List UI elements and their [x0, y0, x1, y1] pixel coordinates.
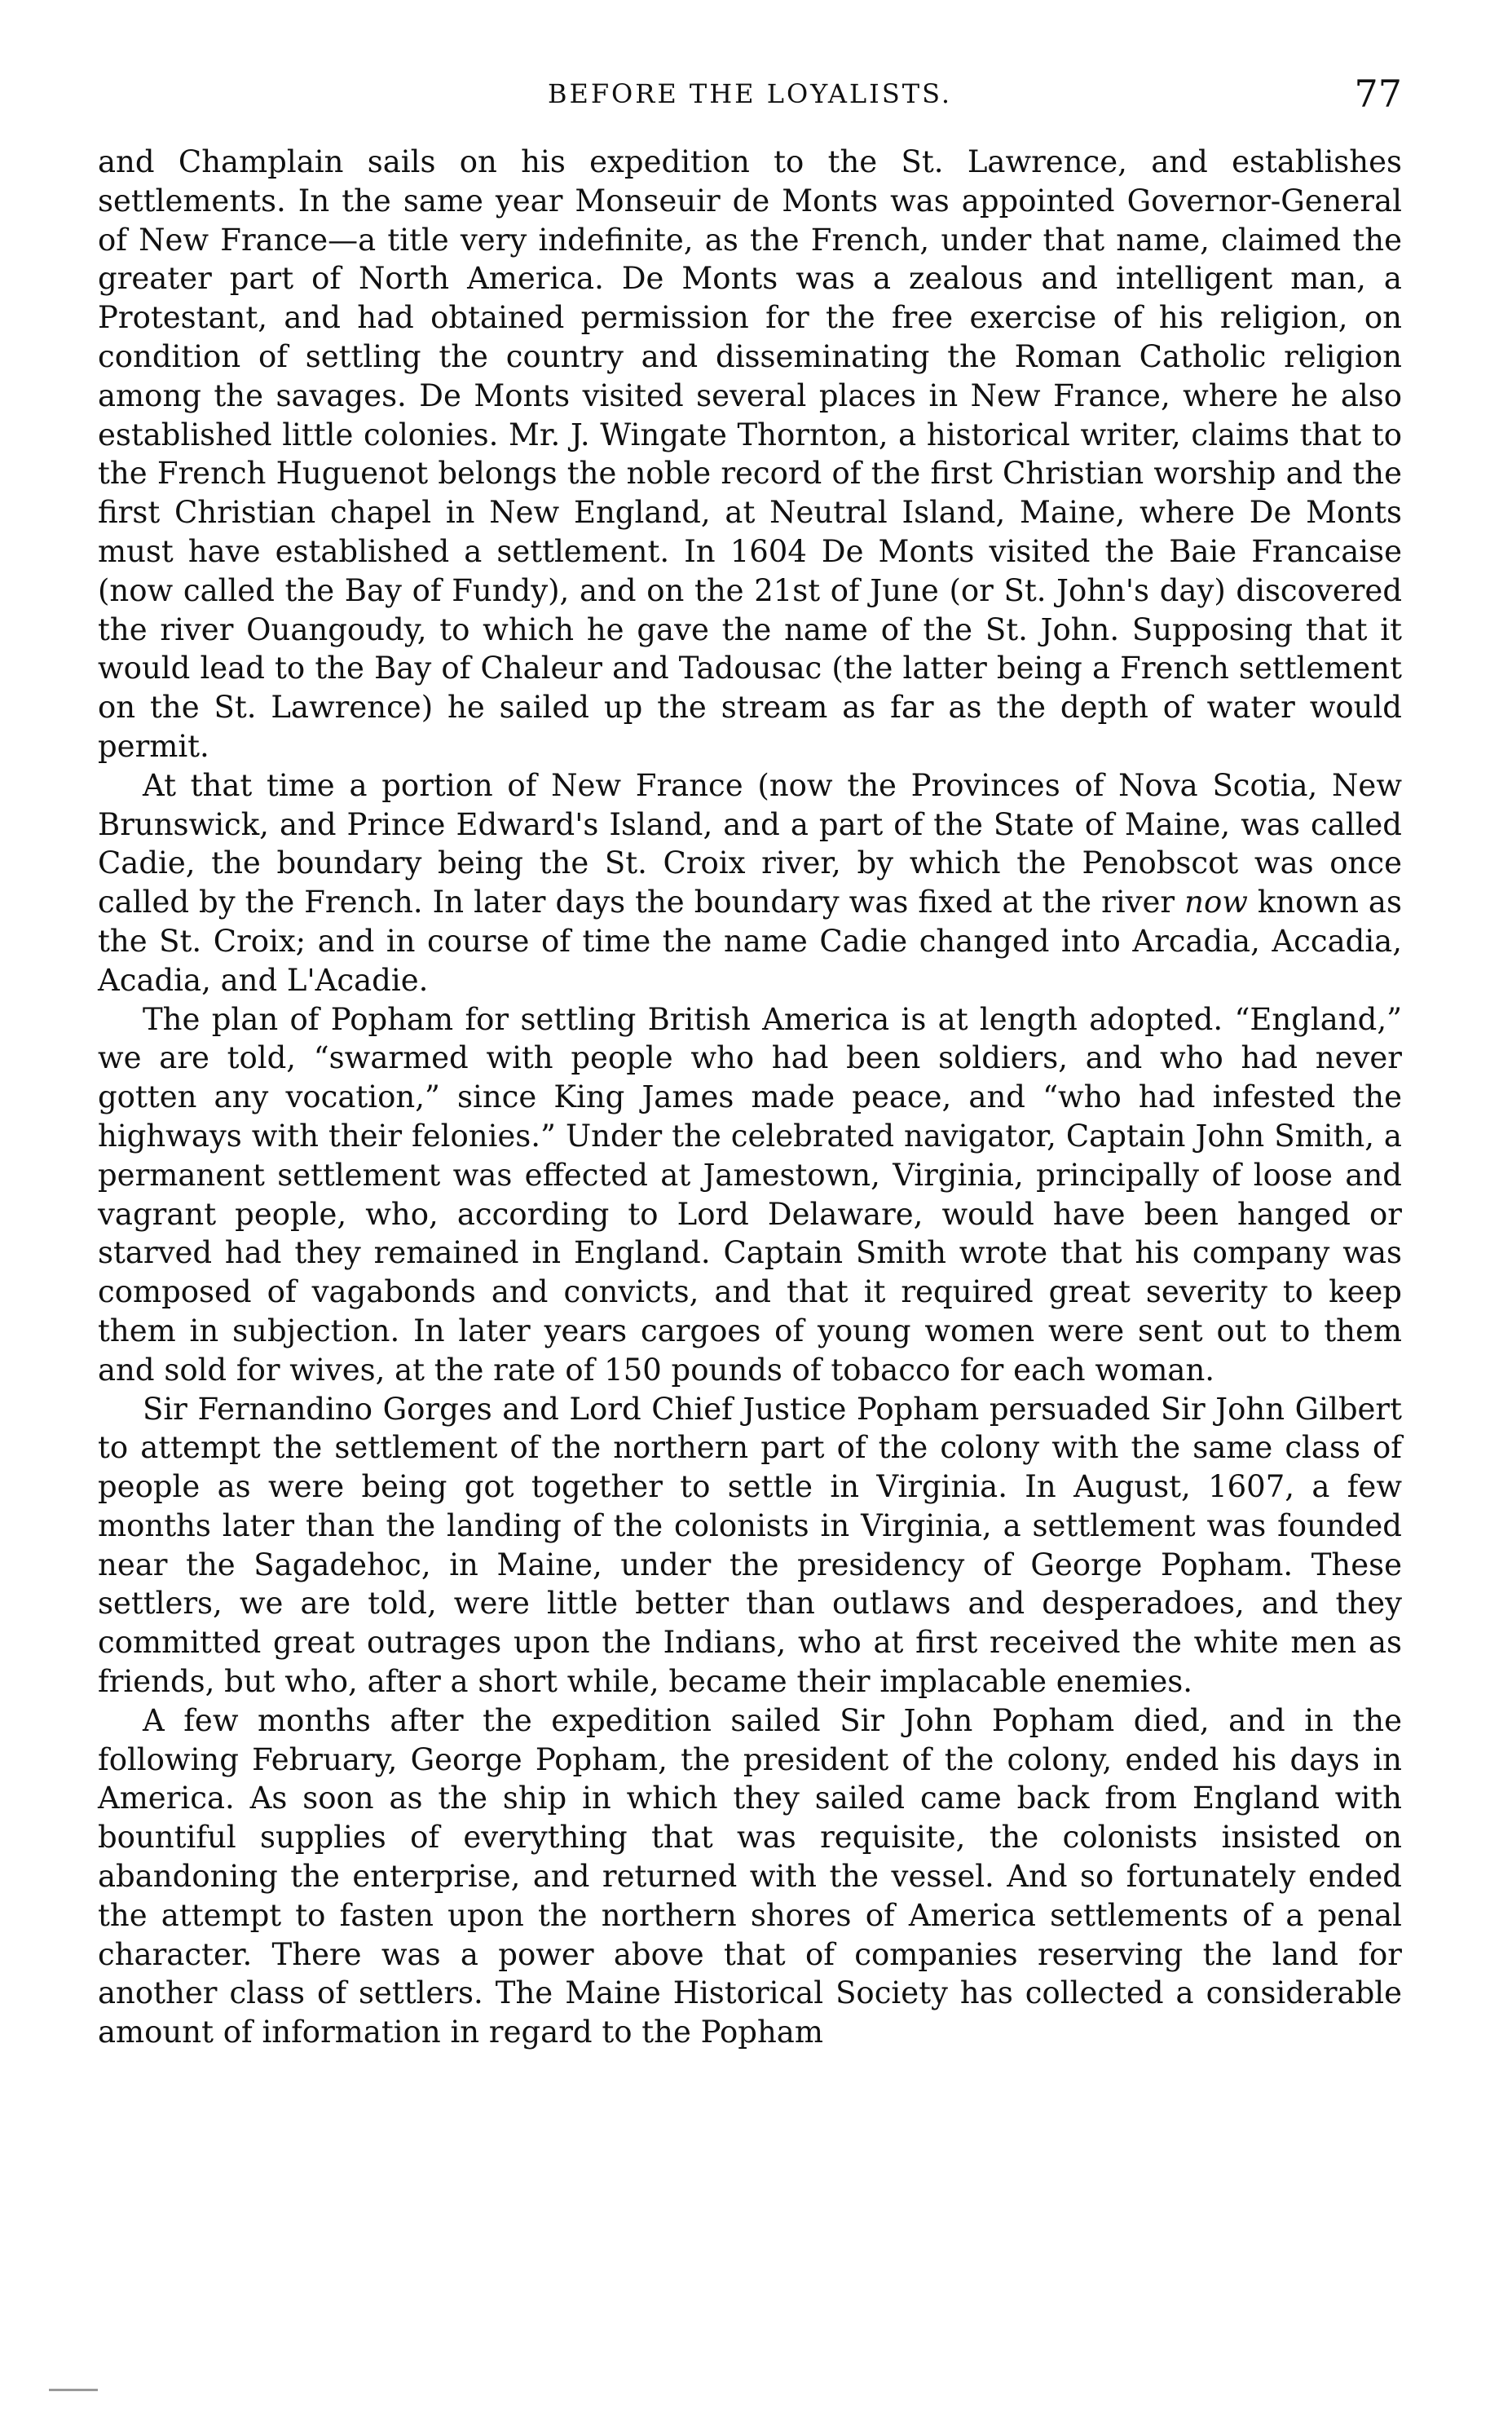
paragraph-text: The plan of Popham for settling British America is at length adopted. “England,” we are told, “swarmed with people who had been soldiers, and who had never gotten any vocation,” since King James made peace, and “who had infested the highways with their felonies.” Under the celebrated navigator, Captain John Smith, a permanent settlement was effected at Jamestown, Virginia, principally of loose and vagrant people, who, according to Lord Delaware, would have been hanged or starved had they remained in England. Captain Smith wrote that his company was composed of vagabonds and convicts, and that it required great severity to keep them in subjection. In later years cargoes of young women were sent out to them and sold for wives, at the rate of 150 pounds of tobacco for each woman.	[98, 1001, 1402, 1388]
running-head	[98, 72, 1402, 121]
paragraph	[98, 1390, 1402, 1701]
running-title: BEFORE THE LOYALISTS.	[547, 78, 953, 109]
paragraph	[98, 143, 1402, 766]
footer-rule	[49, 2389, 98, 2391]
paragraph-text: known as the St. Croix; and in course of time the name Cadie changed into Arcadia, Accadia, Acadia, and L'Acadie.	[98, 885, 1402, 998]
paragraph-text: At that time a portion of New France (now the Provinces of Nova Scotia, New Brunswick, and Prince Edward's Island, and a part of the State of Maine, was called Cadie, the boundary being the St. Croix river, by which the Penobscot was once called by the French. In later days the boundary was fixed at the river	[98, 767, 1402, 920]
paragraph-text: and Champlain sails on his expedition to the St. Lawrence, and establishes settlements. In the same year Monseuir de Monts was appointed Governor-General of New France—a title very indefinite, as the French, under that name, claimed the greater part of North America. De Monts was a zealous and intelligent man, a Protestant, and had obtained permission for the free exercise of his religion, on condition of settling the country and disseminating the Roman Catholic religion among the savages. De Monts visited several places in New France, where he also established little colonies. Mr. J. Wingate Thornton, a historical writer, claims that to the French Huguenot belongs the noble record of the first Christian worship and the first Christian chapel in New England, at Neutral Island, Maine, where De Monts must have established a settlement. In 1604 De Monts visited the Baie Francaise (now called the Bay of Fundy), and on the 21st of June (or St. John's day) discovered the river Ouangoudy, to which he gave the name of the St. John. Supposing that it would lead to the Bay of Chaleur and Tadousac (the latter being a French settlement on the St. Lawrence) he sailed up the stream as far as the depth of water would permit.	[98, 144, 1402, 764]
body-text	[98, 143, 1402, 2052]
paragraph-text: A few months after the expedition sailed Sir John Popham died, and in the following February, George Popham, the president of the colony, ended his days in America. As soon as the ship in which they sailed came back from England with bountiful supplies of everything that was requisite, the colonists insisted on abandoning the enterprise, and returned with the vessel. And so fortunately ended the attempt to fasten upon the northern shores of America settlements of a penal character. There was a power above that of companies reserving the land for another class of settlers. The Maine Historical Society has collected a considerable amount of information in regard to the Popham	[98, 1702, 1402, 2050]
paragraph	[98, 766, 1402, 1000]
italic-text: now	[1184, 885, 1248, 920]
paragraph	[98, 1000, 1402, 1390]
page-number: 77	[1354, 72, 1402, 116]
paragraph-text: Sir Fernandino Gorges and Lord Chief Justice Popham persuaded Sir John Gilbert to attempt the settlement of the northern part of the colony with the same class of people as were being got together to settle in Virginia. In August, 1607, a few months later than the landing of the colonists in Virginia, a settlement was founded near the Sagadehoc, in Maine, under the presidency of George Popham. These settlers, we are told, were little better than outlaws and desperadoes, and they committed great outrages upon the Indians, who at first received the white men as friends, but who, after a short while, became their implacable enemies.	[98, 1391, 1402, 1700]
paragraph	[98, 1701, 1402, 2052]
